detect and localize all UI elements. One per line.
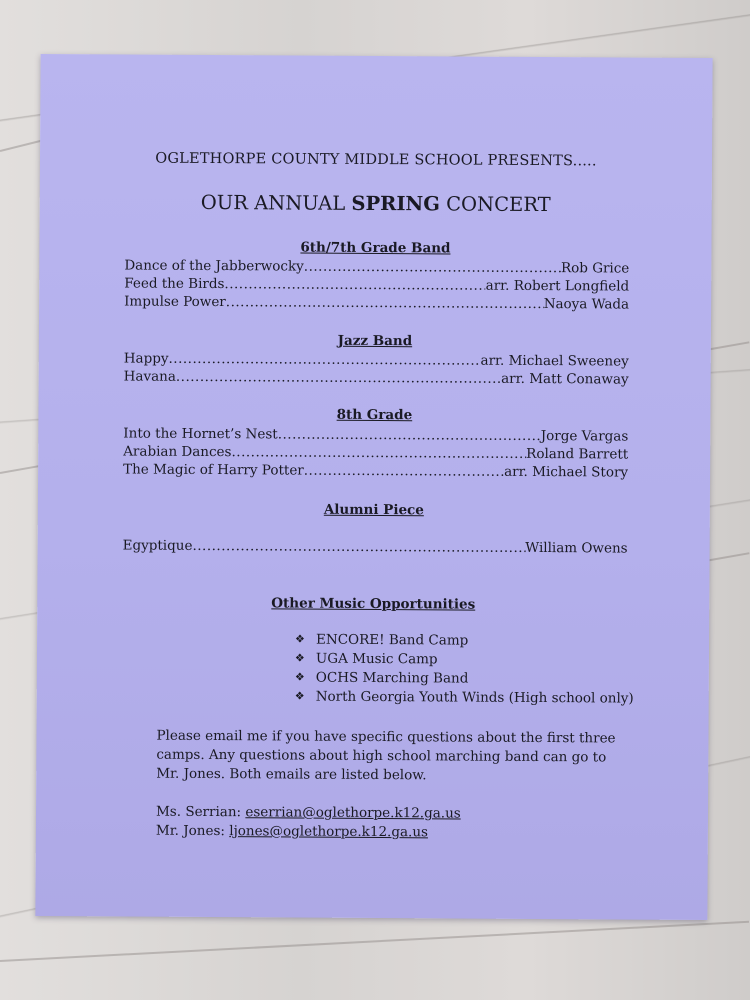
dot-leader <box>168 350 480 370</box>
section-heading: 8th Grade <box>336 406 413 424</box>
opportunities-list <box>295 630 634 708</box>
piece-credit: Roland Barrett <box>526 445 629 463</box>
contact-email-link[interactable]: eserrian@oglethorpe.k12.ga.us <box>245 804 461 822</box>
piece-title: Dance of the Jabberwocky <box>124 257 304 275</box>
piece-title: Impulse Power <box>124 293 226 311</box>
list-item-text: North Georgia Youth Winds (High school only) <box>315 688 634 707</box>
piece-credit: arr. Michael Sweeney <box>480 352 629 370</box>
contact-label: Mr. Jones: <box>155 822 230 840</box>
piece-credit: Rob Grice <box>560 260 630 277</box>
list-item <box>295 687 634 708</box>
concert-title <box>40 190 712 217</box>
contact-line <box>156 822 461 843</box>
piece-title: Havana <box>123 368 176 385</box>
dot-leader <box>224 275 485 295</box>
piece-title: Happy <box>123 350 169 367</box>
list-item-text: ENCORE! Band Camp <box>316 631 469 649</box>
dot-leader <box>231 443 526 463</box>
list-item <box>295 649 634 670</box>
floor-seam <box>0 921 749 962</box>
contact-line <box>156 803 461 824</box>
contact-label: Ms. Serrian: <box>155 803 246 821</box>
piece-credit: arr. Robert Longfield <box>485 277 630 295</box>
piece-title: Egyptique <box>122 537 193 554</box>
contact-email-link[interactable]: ljones@oglethorpe.k12.ga.us <box>229 823 429 841</box>
section-heading: Jazz Band <box>337 332 413 350</box>
diamond-bullet-icon: ❖ <box>295 632 305 646</box>
piece-credit: arr. Michael Story <box>504 463 629 481</box>
floor-seam <box>0 465 40 474</box>
camp-questions-paragraph: Please email me if you have specific questions about the first three camps. Any questions about high school marching band can go to Mr. Jones. Both emails are listed below. <box>156 727 616 784</box>
piece-title: Feed the Birds <box>124 275 225 293</box>
dot-leader <box>176 368 501 388</box>
list-item <box>295 668 634 689</box>
dot-leader <box>304 462 504 481</box>
piece-title: The Magic of Harry Potter <box>123 461 304 479</box>
program-item <box>123 536 628 557</box>
concert-program-flyer <box>35 54 712 920</box>
opportunities-heading: Other Music Opportunities <box>271 595 476 613</box>
dot-leader <box>226 293 544 313</box>
piece-title: Into the Hornet’s Nest <box>123 425 278 443</box>
list-item-text: OCHS Marching Band <box>315 669 469 687</box>
title-emphasis: SPRING <box>351 191 441 216</box>
program-item <box>124 292 629 313</box>
diamond-bullet-icon: ❖ <box>294 651 305 665</box>
section-heading: 6th/7th Grade Band <box>300 239 451 257</box>
piece-credit: William Owens <box>525 539 628 557</box>
piece-credit: Naoya Wada <box>543 296 630 313</box>
diamond-bullet-icon: ❖ <box>294 689 305 703</box>
section-heading: Alumni Piece <box>323 501 424 519</box>
presents-line: OGLETHORPE COUNTY MIDDLE SCHOOL PRESENTS..... <box>155 150 597 170</box>
diamond-bullet-icon: ❖ <box>294 670 305 684</box>
contact-list <box>156 803 461 843</box>
list-item-text: UGA Music Camp <box>315 650 438 667</box>
program-item <box>123 460 628 481</box>
dot-leader <box>278 425 541 445</box>
title-suffix: CONCERT <box>439 192 551 217</box>
piece-credit: Jorge Vargas <box>540 428 629 445</box>
title-prefix: OUR ANNUAL <box>200 190 352 215</box>
piece-credit: arr. Matt Conaway <box>501 370 629 388</box>
floor-seam <box>705 552 750 562</box>
dot-leader <box>192 537 525 557</box>
list-item <box>295 630 634 651</box>
program-item <box>124 367 629 388</box>
dot-leader <box>304 258 561 278</box>
piece-title: Arabian Dances <box>123 443 232 461</box>
